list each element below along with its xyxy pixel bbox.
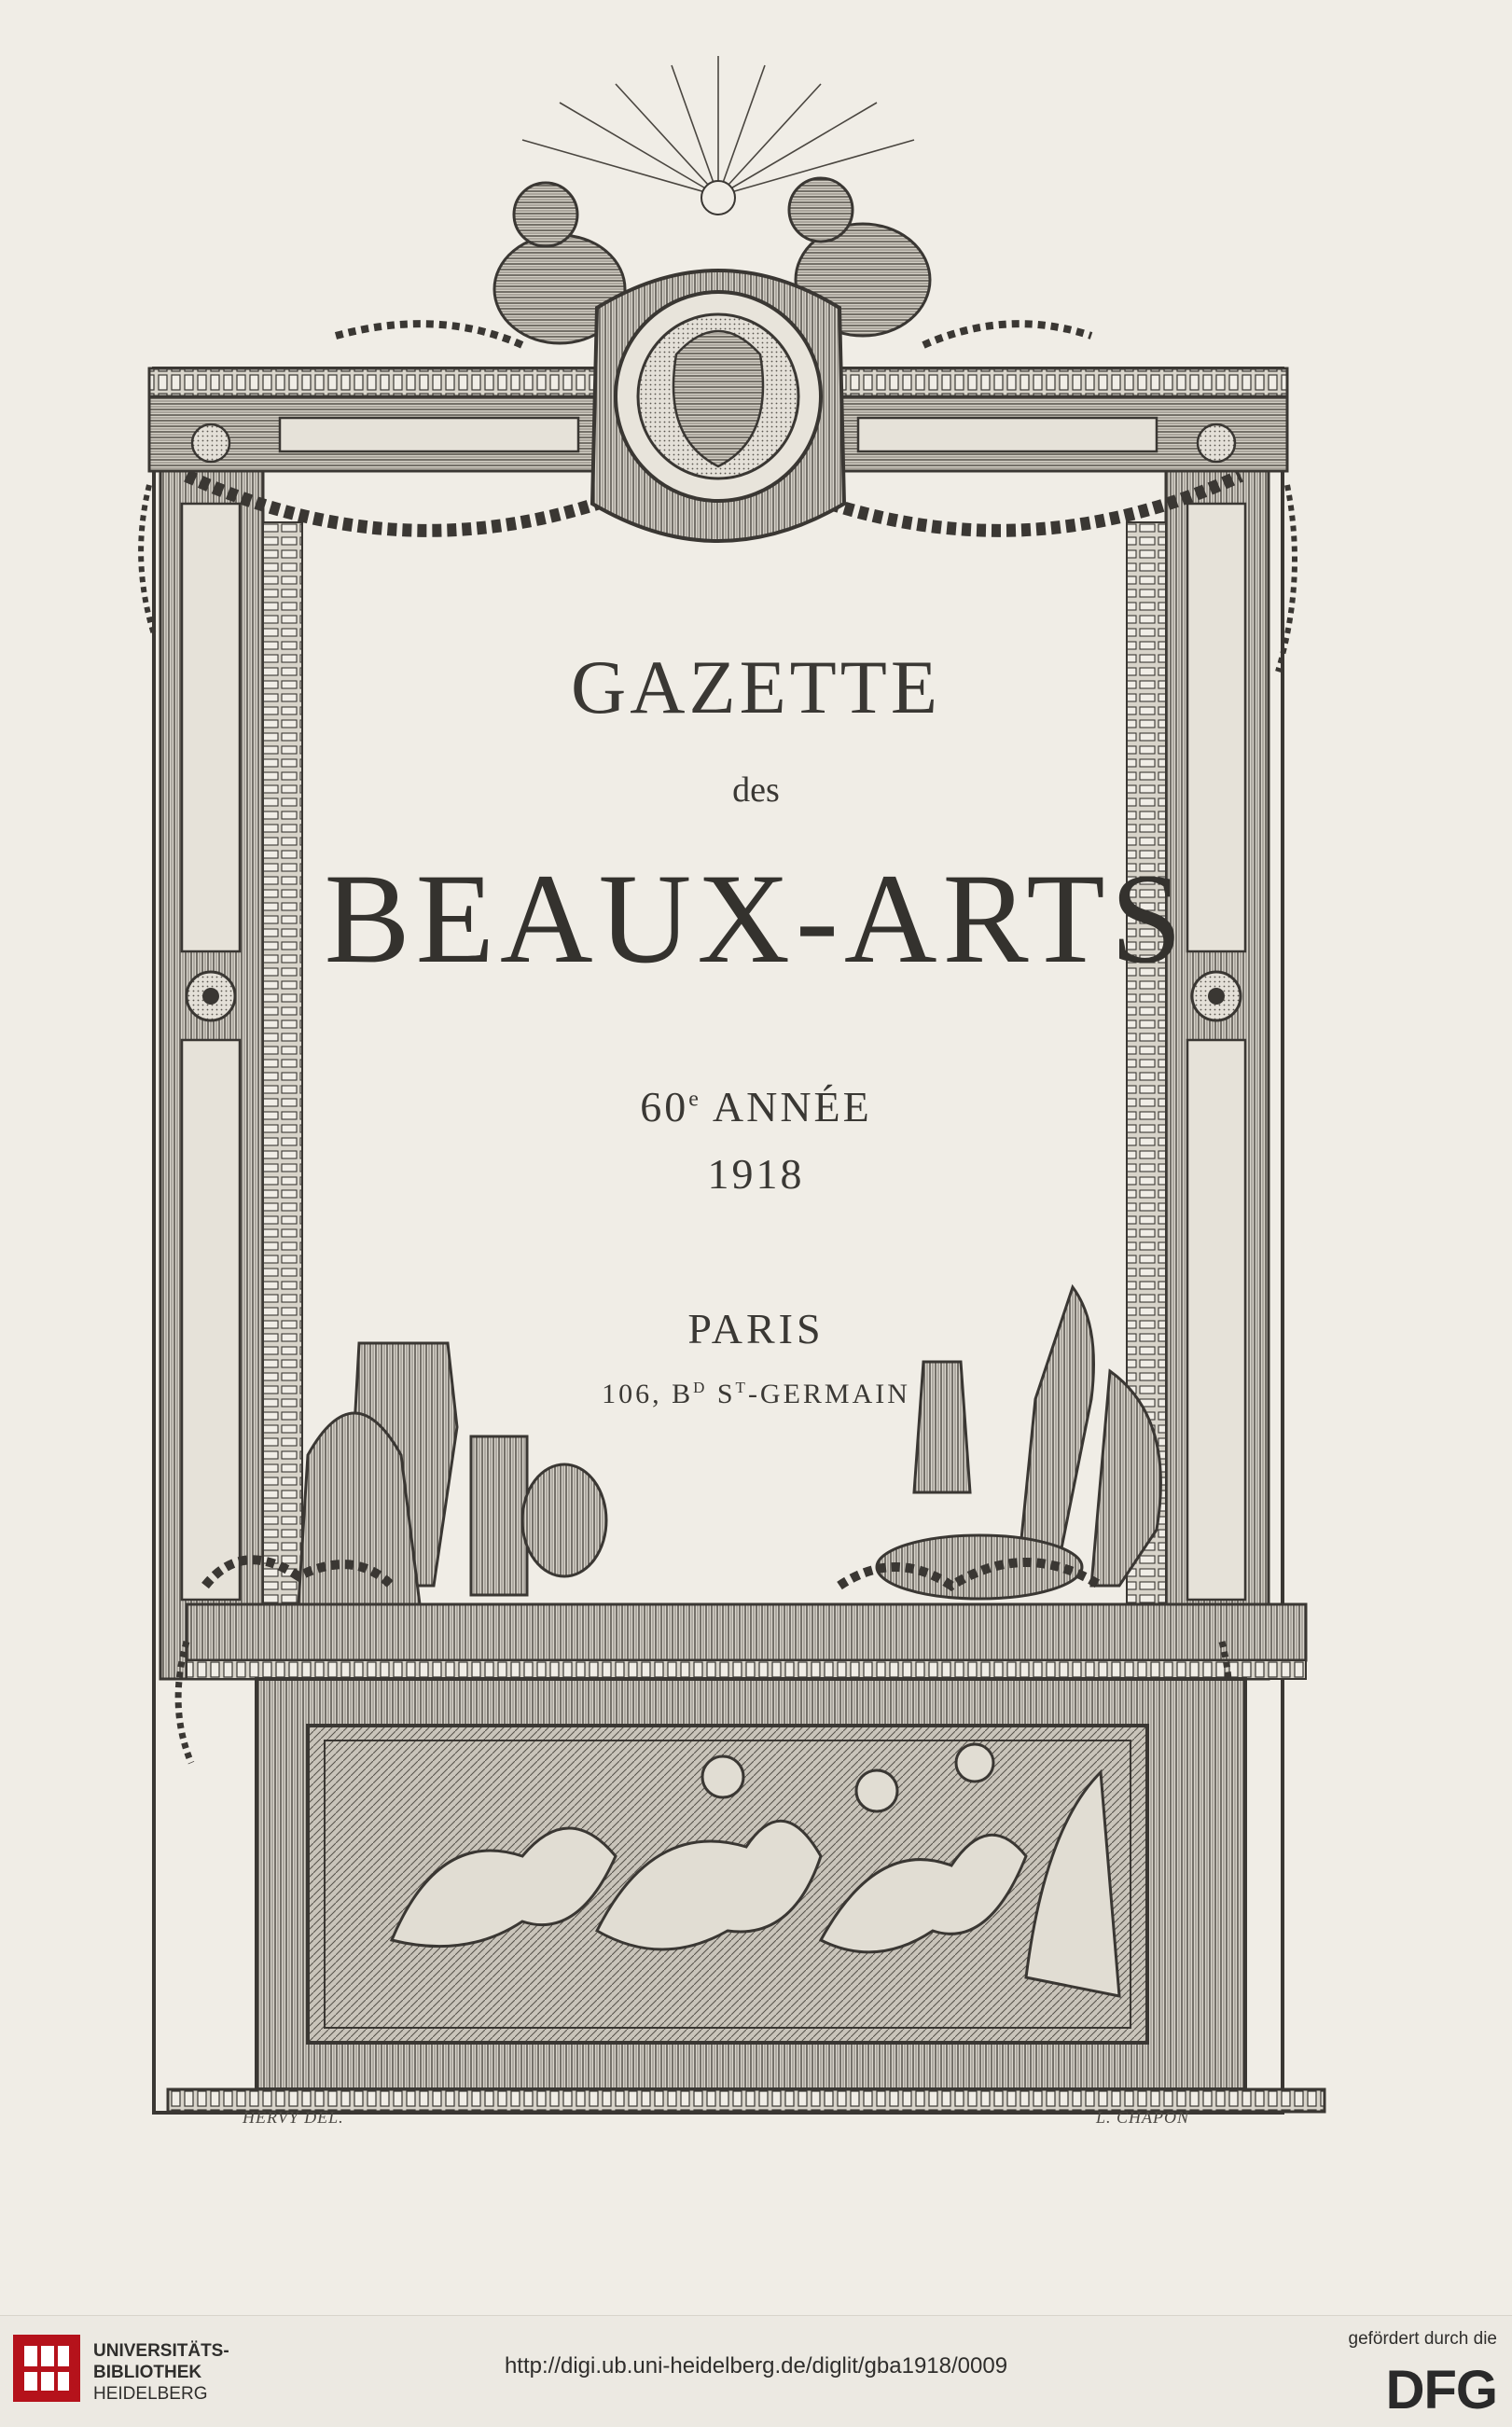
signature-right: L. CHAPON: [1096, 2108, 1190, 2127]
edition-line: [0, 1082, 1512, 1131]
city: PARIS: [687, 1305, 825, 1352]
edition-word: ANNÉE: [712, 1083, 872, 1130]
permalink-url[interactable]: http://digi.ub.uni-heidelberg.de/diglit/gba1918/0009: [504, 2353, 1008, 2378]
funded-by-label: gefördert durch die: [1348, 2329, 1497, 2349]
dfg-logo[interactable]: DFG: [1385, 2360, 1497, 2420]
library-line-1: UNIVERSITÄTS-: [93, 2341, 229, 2361]
viewer-footer: [0, 2315, 1512, 2427]
year: 1918: [707, 1150, 805, 1198]
title-des: des: [732, 770, 780, 810]
address-number: 106, B: [602, 1379, 694, 1409]
edition-number: 60: [640, 1083, 689, 1130]
address-street: -GERMAIN: [747, 1379, 910, 1409]
address-sup-boulevard: D: [693, 1379, 708, 1396]
title-beaux-arts: BEAUX-ARTS: [324, 847, 1188, 990]
address: [0, 1379, 1512, 1410]
address-saint: S: [707, 1379, 736, 1409]
edition-suffix: e: [688, 1087, 701, 1112]
address-sup-saint: T: [735, 1379, 748, 1396]
library-line-2: BIBLIOTHEK: [93, 2363, 202, 2382]
title-gazette: GAZETTE: [571, 645, 941, 729]
signature-left: HERVY DEL.: [243, 2108, 344, 2127]
library-line-3: HEIDELBERG: [93, 2384, 208, 2404]
